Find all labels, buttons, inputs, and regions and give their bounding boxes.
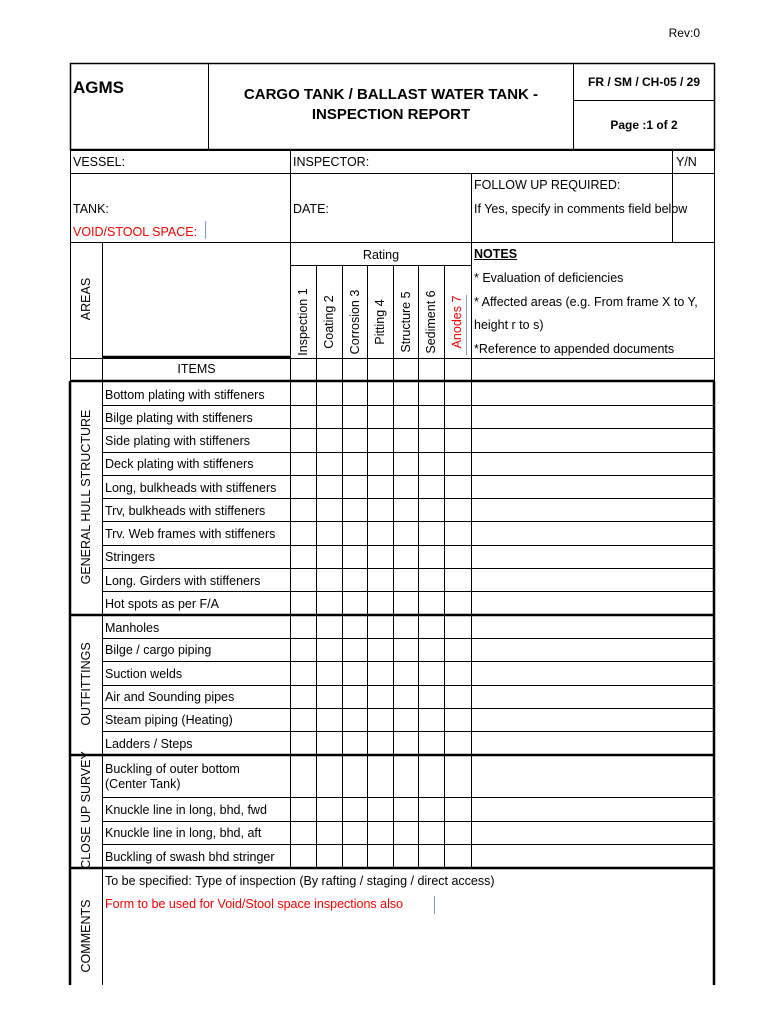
- section-close-up-survey: CLOSE UP SURVEY: [79, 751, 93, 869]
- column-cursor: [466, 295, 467, 355]
- notes-line-3: height r to s): [474, 318, 544, 332]
- vessel-label: VESSEL:: [73, 155, 126, 169]
- revision-label: Rev:0: [668, 26, 700, 40]
- follow-up-label: FOLLOW UP REQUIRED:: [474, 178, 621, 192]
- text-cursor: [205, 221, 206, 239]
- yn-label: Y/N: [676, 155, 697, 169]
- item-long-girders: Long. Girders with stiffeners: [105, 574, 261, 588]
- items-label: ITEMS: [177, 362, 216, 376]
- comments-line-2: Form to be used for Void/Stool space inspections also: [105, 897, 404, 911]
- item-steam-piping: Steam piping (Heating): [105, 713, 233, 727]
- item-buckling-outer-bottom-line2: (Center Tank): [105, 777, 181, 791]
- item-manholes: Manholes: [105, 621, 160, 635]
- comments-cursor: [434, 896, 435, 914]
- company-name: AGMS: [73, 78, 124, 97]
- date-label: DATE:: [293, 202, 329, 216]
- notes-line-2: * Affected areas (e.g. From frame X to Y,: [474, 295, 698, 309]
- item-bilge-plating: Bilge plating with stiffeners: [105, 411, 253, 425]
- item-deck-plating: Deck plating with stiffeners: [105, 457, 254, 471]
- item-bottom-plating: Bottom plating with stiffeners: [105, 388, 265, 402]
- notes-line-1: * Evaluation of deficiencies: [474, 271, 624, 285]
- item-side-plating: Side plating with stiffeners: [105, 434, 250, 448]
- form-code: FR / SM / CH-05 / 29: [587, 75, 701, 89]
- rating-col-coating: Coating 2: [322, 295, 336, 349]
- section-outfittings: OUTFITTINGS: [79, 642, 93, 726]
- item-air-sounding-pipes: Air and Sounding pipes: [105, 690, 235, 704]
- item-buckling-swash-bhd: Buckling of swash bhd stringer: [105, 850, 275, 864]
- item-hot-spots: Hot spots as per F/A: [105, 597, 219, 611]
- item-stringers: Stringers: [105, 550, 156, 564]
- areas-label: AREAS: [79, 277, 93, 321]
- section-comments: COMMENTS: [79, 899, 93, 973]
- report-title-line1: CARGO TANK / BALLAST WATER TANK -: [243, 86, 539, 103]
- item-knuckle-aft: Knuckle line in long, bhd, aft: [105, 826, 262, 840]
- rating-col-pitting: Pitting 4: [373, 299, 387, 345]
- item-bilge-cargo-piping: Bilge / cargo piping: [105, 643, 212, 657]
- item-long-bulkheads: Long, bulkheads with stiffeners: [105, 481, 277, 495]
- rating-col-corrosion: Corrosion 3: [348, 289, 362, 355]
- item-knuckle-fwd: Knuckle line in long, bhd, fwd: [105, 803, 267, 817]
- inspector-label: INSPECTOR:: [293, 155, 370, 169]
- void-stool-label: VOID/STOOL SPACE:: [73, 225, 198, 239]
- rating-col-inspection: Inspection 1: [296, 288, 310, 356]
- item-ladders-steps: Ladders / Steps: [105, 737, 193, 751]
- rating-col-sediment: Sediment 6: [424, 290, 438, 354]
- item-suction-welds: Suction welds: [105, 667, 183, 681]
- notes-title: NOTES: [474, 247, 518, 261]
- item-buckling-outer-bottom-line1: Buckling of outer bottom: [105, 762, 240, 776]
- report-title-line2: INSPECTION REPORT: [311, 106, 471, 123]
- rating-title: Rating: [362, 248, 400, 262]
- notes-line-4: *Reference to appended documents: [474, 342, 675, 356]
- rating-col-anodes: Anodes 7: [450, 295, 464, 349]
- if-yes-label: If Yes, specify in comments field below: [474, 202, 688, 216]
- tank-label: TANK:: [73, 202, 109, 216]
- item-trv-web-frames: Trv. Web frames with stiffeners: [105, 527, 276, 541]
- item-trv-bulkheads: Trv, bulkheads with stiffeners: [105, 504, 266, 518]
- page-number: Page :1 of 2: [610, 118, 678, 132]
- comments-line-1: To be specified: Type of inspection (By rafting / staging / direct access): [105, 874, 495, 888]
- rating-col-structure: Structure 5: [399, 291, 413, 353]
- section-general-hull-structure: GENERAL HULL STRUCTURE: [79, 409, 93, 585]
